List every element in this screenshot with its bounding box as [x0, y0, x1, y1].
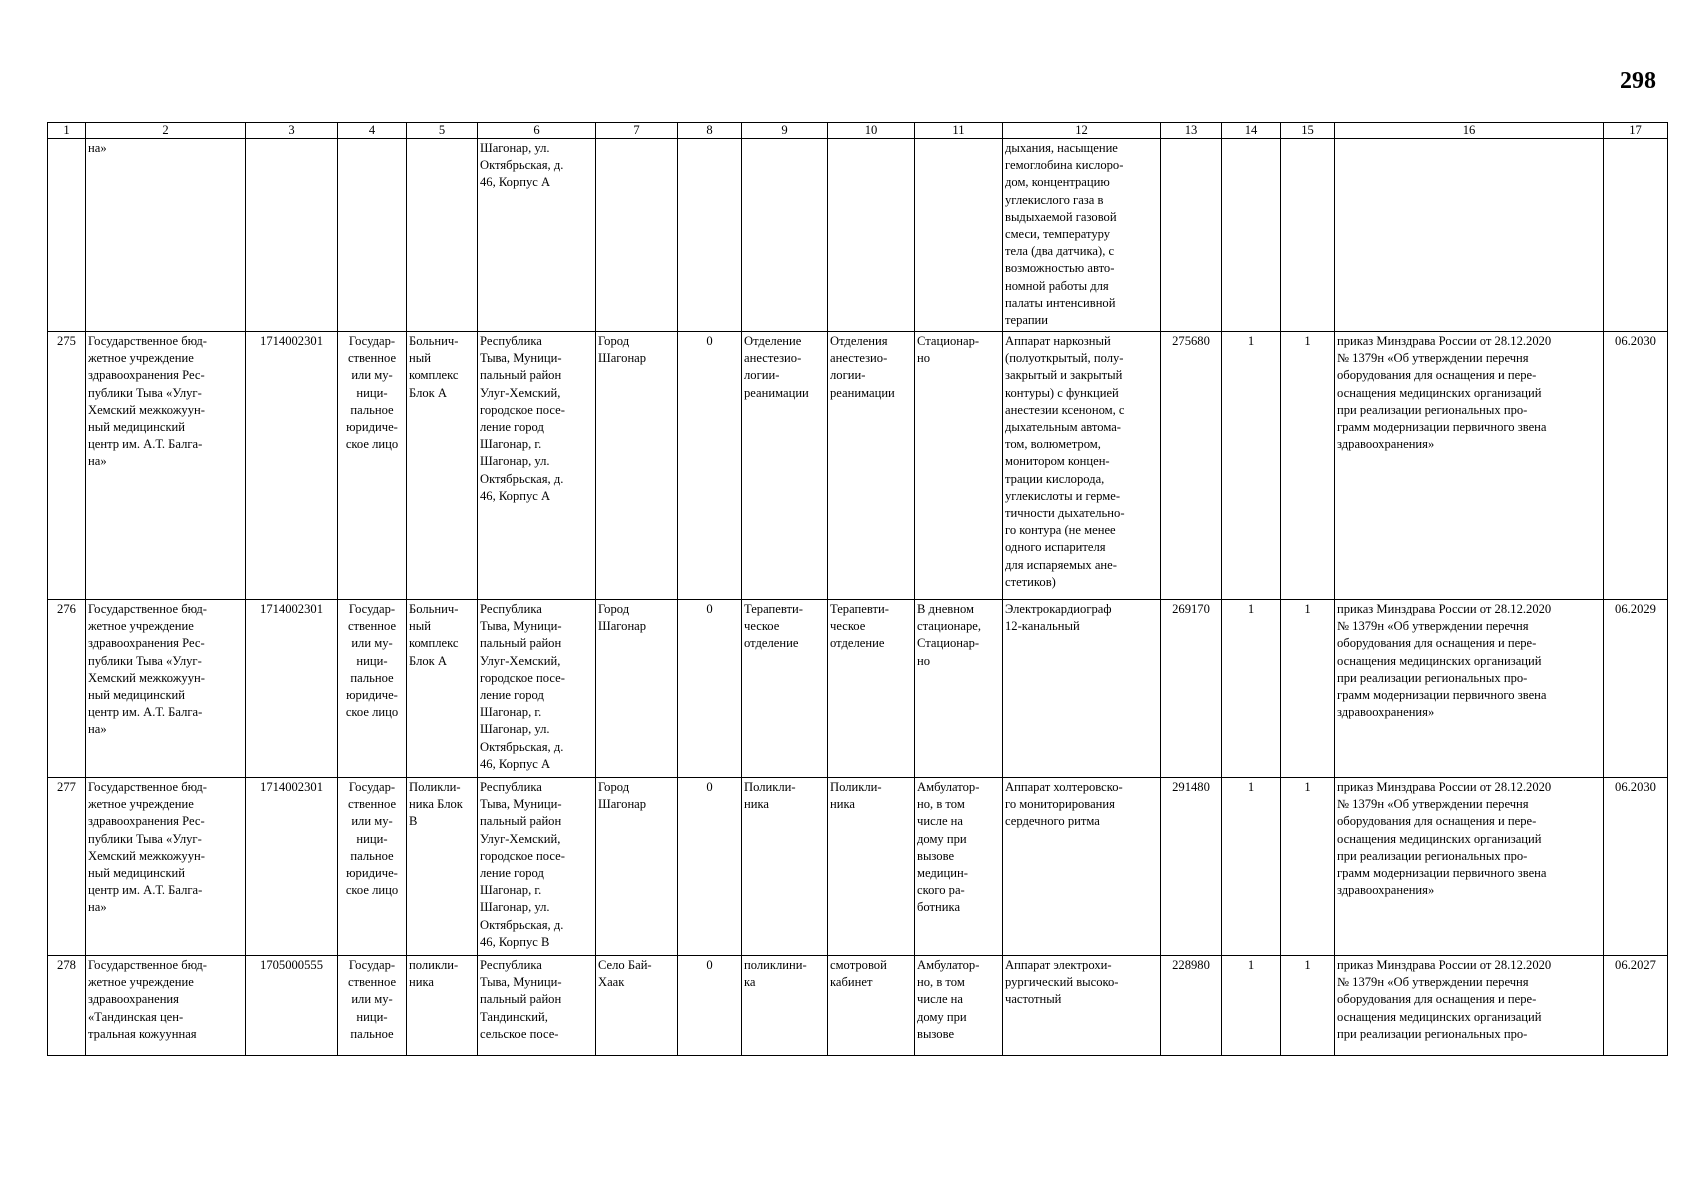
table-cell	[407, 139, 478, 332]
table-row	[48, 600, 1668, 778]
column-header: 1	[48, 123, 86, 139]
table-cell	[48, 139, 86, 332]
table-cell: Государственное бюд- жетное учреждение здравоохранения «Тандинская цен- тральная кожуунная	[86, 956, 246, 1056]
table-cell: 228980	[1161, 956, 1222, 1056]
table-cell: 291480	[1161, 778, 1222, 956]
table-cell: 1714002301	[246, 600, 338, 778]
table-cell: 0	[678, 956, 742, 1056]
table-cell: Республика Тыва, Муници- пальный район Тандинский, сельское посе-	[478, 956, 596, 1056]
table-cell: 0	[678, 332, 742, 600]
table-cell: Шагонар, ул. Октябрьская, д. 46, Корпус А	[478, 139, 596, 332]
table-cell: приказ Минздрава России от 28.12.2020 № 1379н «Об утверждении перечня оборудования для оснащения и пере- оснащения медицинских организаций при реализации региональных про- грамм модернизации первичного звена здравоохранения»	[1335, 600, 1604, 778]
column-header: 5	[407, 123, 478, 139]
table-cell: 276	[48, 600, 86, 778]
table-cell: Город Шагонар	[596, 600, 678, 778]
table-cell: Амбулатор- но, в том числе на дому при вызове медицин- ского ра- ботника	[915, 778, 1003, 956]
table-cell: Поликли- ника	[828, 778, 915, 956]
column-header: 9	[742, 123, 828, 139]
table-cell	[742, 139, 828, 332]
table-row	[48, 332, 1668, 600]
table-cell: 269170	[1161, 600, 1222, 778]
column-header: 7	[596, 123, 678, 139]
table-cell: 0	[678, 600, 742, 778]
table-cell: 1	[1281, 332, 1335, 600]
column-header: 17	[1604, 123, 1668, 139]
table-cell: Государ- ственное или му- ници- пальное юридиче- ское лицо	[338, 778, 407, 956]
table-cell: Республика Тыва, Муници- пальный район Улуг-Хемский, городское посе- ление город Шагонар, г. Шагонар, ул. Октябрьская, д. 46, Корпус А	[478, 600, 596, 778]
table-row	[48, 778, 1668, 956]
table-cell: Село Бай- Хаак	[596, 956, 678, 1056]
column-header: 3	[246, 123, 338, 139]
table-cell: 06.2030	[1604, 332, 1668, 600]
table-cell: В дневном стационаре, Стационар- но	[915, 600, 1003, 778]
table-cell: 278	[48, 956, 86, 1056]
table-cell: смотровой кабинет	[828, 956, 915, 1056]
table-cell: 1	[1281, 600, 1335, 778]
table-cell: Электрокардиограф 12-канальный	[1003, 600, 1161, 778]
table-cell: Государ- ственное или му- ници- пальное юридиче- ское лицо	[338, 332, 407, 600]
table-cell: на»	[86, 139, 246, 332]
table-cell: 1	[1281, 956, 1335, 1056]
table-cell	[915, 139, 1003, 332]
table-cell: Республика Тыва, Муници- пальный район Улуг-Хемский, городское посе- ление город Шагонар, г. Шагонар, ул. Октябрьская, д. 46, Корпус А	[478, 332, 596, 600]
table-body	[48, 139, 1668, 1056]
column-header: 15	[1281, 123, 1335, 139]
table-cell	[828, 139, 915, 332]
table-cell: поликлини- ка	[742, 956, 828, 1056]
table-cell: Государственное бюд- жетное учреждение здравоохранения Рес- публики Тыва «Улуг- Хемский межкожуун- ный медицинский центр им. А.Т. Балга- на»	[86, 332, 246, 600]
table-cell: Больнич- ный комплекс Блок А	[407, 600, 478, 778]
table-cell	[1281, 139, 1335, 332]
table-cell: приказ Минздрава России от 28.12.2020 № 1379н «Об утверждении перечня оборудования для оснащения и пере- оснащения медицинских организаций при реализации региональных про- грамм модернизации первичного звена здравоохранения»	[1335, 778, 1604, 956]
table-cell: 0	[678, 778, 742, 956]
table-cell: 1705000555	[246, 956, 338, 1056]
table-cell: Город Шагонар	[596, 778, 678, 956]
table-row	[48, 139, 1668, 332]
table-cell: Отделения анестезио- логии- реанимации	[828, 332, 915, 600]
table-cell: Государственное бюд- жетное учреждение здравоохранения Рес- публики Тыва «Улуг- Хемский межкожуун- ный медицинский центр им. А.Т. Балга- на»	[86, 778, 246, 956]
table-cell: поликли- ника	[407, 956, 478, 1056]
table-cell	[246, 139, 338, 332]
table-cell: 1	[1222, 778, 1281, 956]
table-cell: Государ- ственное или му- ници- пальное юридиче- ское лицо	[338, 600, 407, 778]
table-row	[48, 956, 1668, 1056]
table-cell: Амбулатор- но, в том числе на дому при вызове	[915, 956, 1003, 1056]
table-cell	[338, 139, 407, 332]
column-header: 8	[678, 123, 742, 139]
table-cell: Аппарат наркозный (полуоткрытый, полу- закрытый и закрытый контуры) с функцией анестезии ксеноном, с дыхательным автома- том, волюметром, монитором концен- трации кислорода, углекислоты и герме- тичности дыхательно- го контура (не менее одного испарителя для испаряемых ане- стетиков)	[1003, 332, 1161, 600]
column-header: 6	[478, 123, 596, 139]
table-cell: Республика Тыва, Муници- пальный район Улуг-Хемский, городское посе- ление город Шагонар, г. Шагонар, ул. Октябрьская, д. 46, Корпус В	[478, 778, 596, 956]
table-cell: 1714002301	[246, 332, 338, 600]
table-cell: Поликли- ника	[742, 778, 828, 956]
table-cell: Терапевти- ческое отделение	[828, 600, 915, 778]
table-cell: Стационар- но	[915, 332, 1003, 600]
column-header: 11	[915, 123, 1003, 139]
table-cell: 1	[1222, 956, 1281, 1056]
table-cell	[1222, 139, 1281, 332]
column-header: 14	[1222, 123, 1281, 139]
table-cell: 275680	[1161, 332, 1222, 600]
table-cell: 1	[1222, 332, 1281, 600]
table-cell: дыхания, насыщение гемоглобина кислоро- дом, концентрацию углекислого газа в выдыхаемой газовой смеси, температуру тела (два датчика), с возможностью авто- номной работы для палаты интенсивной терапии	[1003, 139, 1161, 332]
column-number-row	[48, 123, 1668, 139]
table-cell: приказ Минздрава России от 28.12.2020 № 1379н «Об утверждении перечня оборудования для оснащения и пере- оснащения медицинских организаций при реализации региональных про-	[1335, 956, 1604, 1056]
table-cell: 06.2027	[1604, 956, 1668, 1056]
table-cell: Больнич- ный комплекс Блок А	[407, 332, 478, 600]
table-cell: Отделение анестезио- логии- реанимации	[742, 332, 828, 600]
table-cell: Терапевти- ческое отделение	[742, 600, 828, 778]
table-cell: 1714002301	[246, 778, 338, 956]
table-cell: 1	[1222, 600, 1281, 778]
table-cell	[1335, 139, 1604, 332]
table-cell: Город Шагонар	[596, 332, 678, 600]
table-cell: 275	[48, 332, 86, 600]
table-cell	[678, 139, 742, 332]
table-cell: Поликли- ника Блок В	[407, 778, 478, 956]
column-header: 2	[86, 123, 246, 139]
column-header: 4	[338, 123, 407, 139]
table-cell	[1604, 139, 1668, 332]
table-cell: Аппарат холтеровско- го мониторирования сердечного ритма	[1003, 778, 1161, 956]
table-cell: приказ Минздрава России от 28.12.2020 № 1379н «Об утверждении перечня оборудования для оснащения и пере- оснащения медицинских организаций при реализации региональных про- грамм модернизации первичного звена здравоохранения»	[1335, 332, 1604, 600]
column-header: 10	[828, 123, 915, 139]
table-cell: Аппарат электрохи- рургический высоко- частотный	[1003, 956, 1161, 1056]
table-cell: 06.2030	[1604, 778, 1668, 956]
column-header: 16	[1335, 123, 1604, 139]
column-header: 12	[1003, 123, 1161, 139]
column-header: 13	[1161, 123, 1222, 139]
table-cell: 06.2029	[1604, 600, 1668, 778]
table-cell	[596, 139, 678, 332]
table-cell: 1	[1281, 778, 1335, 956]
table-cell	[1161, 139, 1222, 332]
page-number: 298	[1620, 68, 1656, 94]
table-cell: 277	[48, 778, 86, 956]
equipment-table	[47, 122, 1668, 1056]
table-cell: Государственное бюд- жетное учреждение здравоохранения Рес- публики Тыва «Улуг- Хемский межкожуун- ный медицинский центр им. А.Т. Балга- на»	[86, 600, 246, 778]
table-cell: Государ- ственное или му- ници- пальное	[338, 956, 407, 1056]
